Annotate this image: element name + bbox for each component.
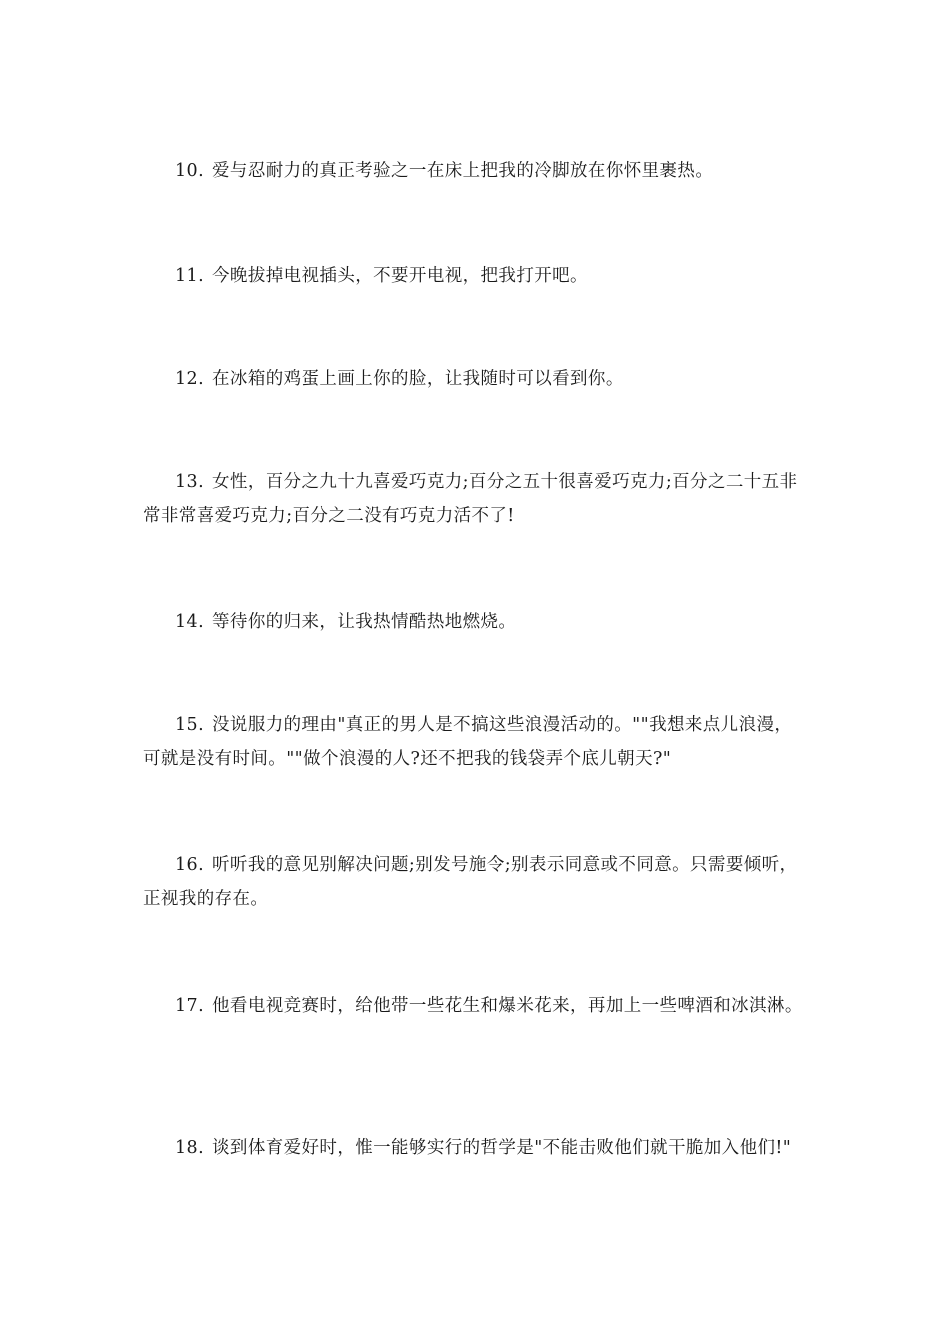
item-text: 他看电视竞赛时，给他带一些花生和爆米花来，再加上一些啤酒和冰淇淋。	[212, 996, 803, 1016]
item-number: 13.	[175, 472, 205, 492]
list-item	[143, 708, 807, 776]
list-item	[143, 465, 807, 533]
item-text: 谈到体育爱好时，惟一能够实行的哲学是"不能击败他们就干脆加入他们!"	[212, 1138, 792, 1158]
item-number: 11.	[175, 266, 205, 286]
item-number: 17.	[175, 996, 205, 1016]
list-item	[143, 848, 807, 916]
item-text: 今晚拔掉电视插头，不要开电视，把我打开吧。	[212, 266, 588, 286]
list-item	[143, 1131, 807, 1165]
item-number: 16.	[175, 855, 205, 875]
item-text: 听听我的意见别解决问题;别发号施令;别表示同意或不同意。只需要倾听，正视我的存在。	[143, 855, 798, 909]
item-number: 18.	[175, 1138, 205, 1158]
item-text: 爱与忍耐力的真正考验之一在床上把我的冷脚放在你怀里裹热。	[212, 161, 714, 181]
item-number: 14.	[175, 612, 205, 632]
list-item	[143, 605, 807, 639]
item-number: 12.	[175, 369, 205, 389]
item-number: 15.	[175, 715, 205, 735]
list-item	[143, 362, 807, 396]
item-text: 在冰箱的鸡蛋上画上你的脸，让我随时可以看到你。	[212, 369, 624, 389]
list-item	[143, 989, 807, 1023]
item-text: 女性，百分之九十九喜爱巧克力;百分之五十很喜爱巧克力;百分之二十五非常非常喜爱巧克力;百分之二没有巧克力活不了!	[143, 472, 798, 526]
list-item	[143, 259, 807, 293]
item-text: 没说服力的理由"真正的男人是不搞这些浪漫活动的。""我想来点儿浪漫，可就是没有时间。""做个浪漫的人?还不把我的钱袋弄个底儿朝天?"	[143, 715, 793, 769]
item-text: 等待你的归来，让我热情酷热地燃烧。	[212, 612, 517, 632]
item-number: 10.	[175, 161, 205, 181]
list-item	[143, 154, 807, 188]
